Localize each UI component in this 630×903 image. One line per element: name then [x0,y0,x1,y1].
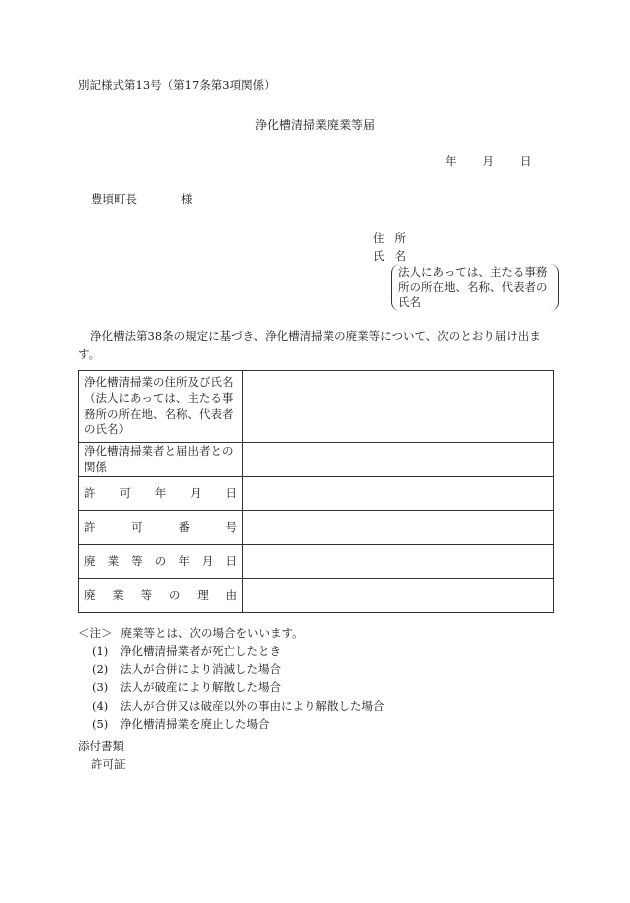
name-char-1: 氏 [373,249,385,263]
list-item: (3) 法人が破産により解散した場合 [92,680,281,695]
list-item: (1) 浄化槽清掃業者が死亡したとき [92,644,281,659]
table-row [79,545,554,579]
closure-date-field[interactable] [243,545,554,579]
permit-number-field[interactable] [243,511,554,545]
date-day-label: 日 [520,154,532,168]
attachment-item: 許可証 [91,757,126,771]
attachments-heading: 添付書類 [78,739,124,753]
row-label-closure-reason: 廃 業 等 の 理 由 [79,579,243,613]
table-row [79,511,554,545]
applicant-address-label [373,231,406,246]
corporate-note: 法人にあっては、主たる事務所の所在地、名称、代表者の氏名 [391,264,559,311]
row-label-closure-date: 廃 業 等 の 年 月 日 [79,545,243,579]
table-row [79,579,554,613]
date-year-label: 年 [445,154,457,168]
addressee [91,192,193,207]
applicant-name-label [373,249,406,264]
list-item: (4) 法人が合併又は破産以外の事由により解散した場合 [92,698,385,713]
document-title: 浄化槽清掃業廃業等届 [254,118,375,132]
table-row [79,371,554,443]
address-char-2: 所 [394,231,406,245]
form-table [78,370,554,613]
name-char-2: 名 [394,249,406,263]
date-line [445,154,532,169]
relationship-value-field[interactable] [243,443,554,477]
date-month-label: 月 [482,154,494,168]
table-row [79,443,554,477]
list-item: (2) 法人が合併により消滅した場合 [92,662,281,677]
row-label-permit-date: 許 可 年 月 日 [79,477,243,511]
table-row [79,477,554,511]
addressee-name: 豊頃町長 [91,192,137,206]
addressee-honorific: 様 [181,192,193,206]
notes-heading [78,624,385,642]
body-text: 浄化槽法第38条の規定に基づき、浄化槽清掃業の廃業等について、次のとおり届け出ます。 [78,329,541,361]
list-item: (5) 浄化槽清掃業を廃止した場合 [92,716,270,731]
address-char-1: 住 [373,231,385,245]
applicant-value-field[interactable] [243,371,554,443]
notes [78,624,385,733]
row-label-applicant: 浄化槽清掃業の住所及び氏名（法人にあっては、主たる事務所の所在地、名称、代表者の氏名） [79,371,243,443]
notes-label: ＜注＞ [78,626,113,640]
form-number: 別記様式第13号（第17条第3項関係） [78,78,276,92]
notes-heading-text: 廃業等とは、次の場合をいいます。 [120,626,304,640]
permit-date-field[interactable] [243,477,554,511]
closure-reason-field[interactable] [243,579,554,613]
row-label-permit-number: 許 可 番 号 [79,511,243,545]
row-label-relationship: 浄化槽清掃業者と届出者との関係 [79,443,243,477]
